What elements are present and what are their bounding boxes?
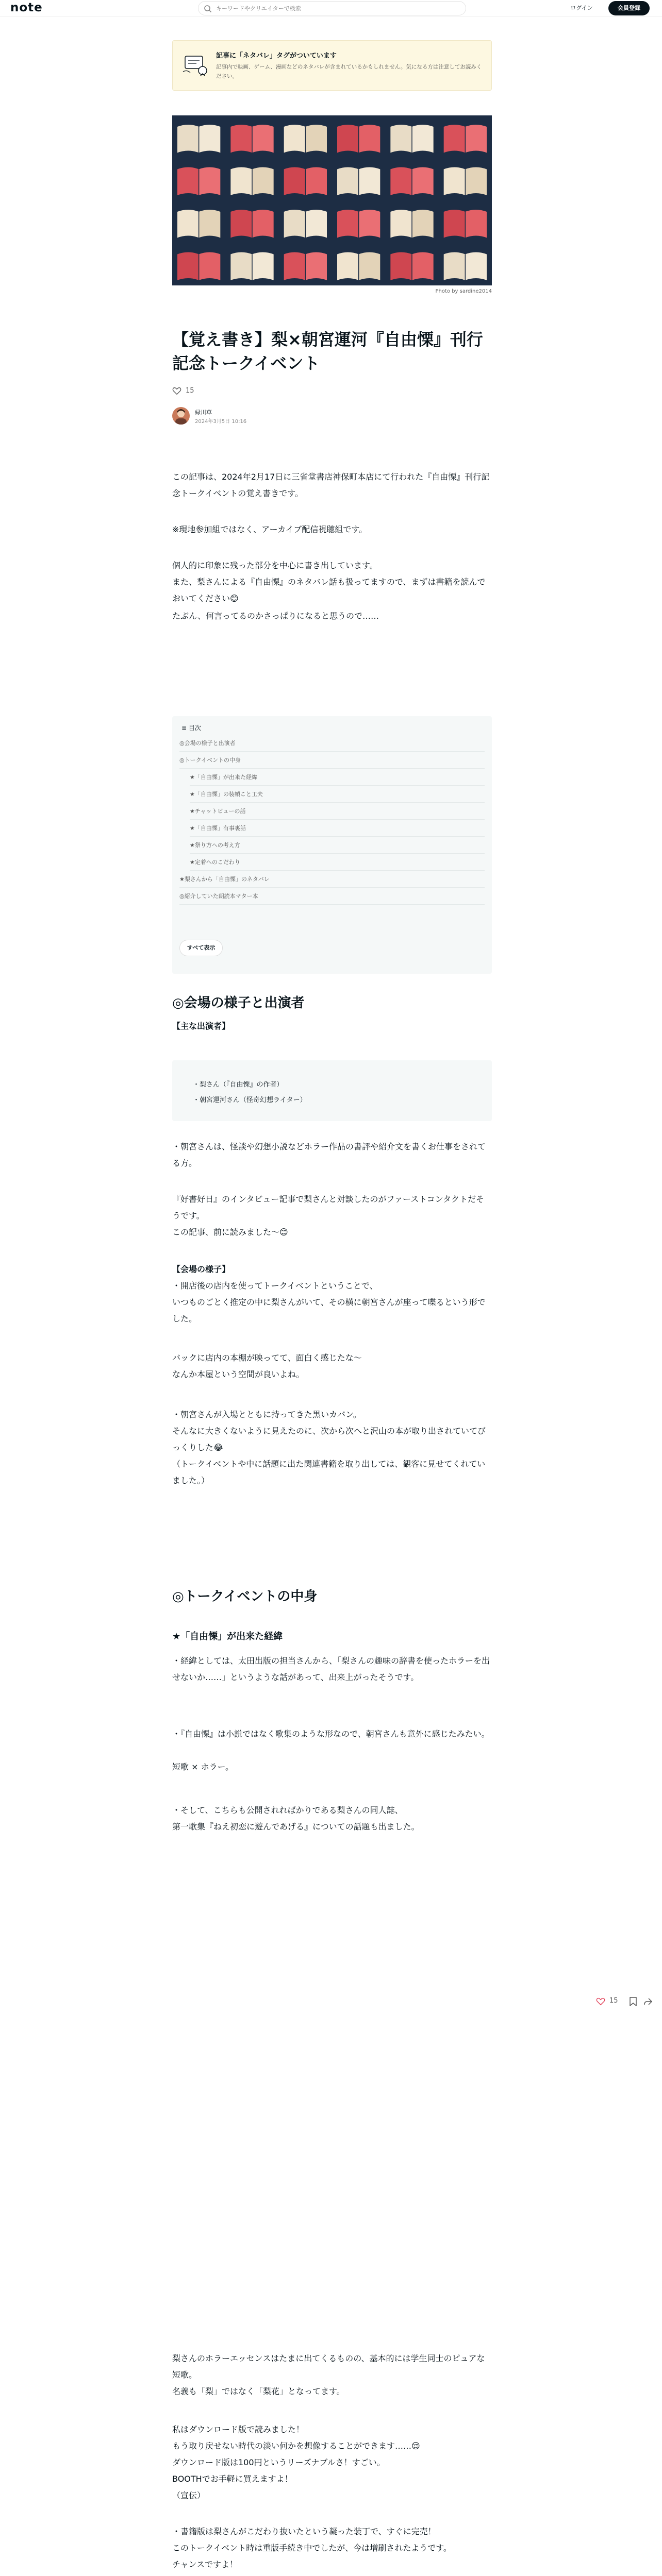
open-book-icon [284,252,327,281]
body-paragraph: （トークイベントや中に話題に出た関連書籍を取り出しては、観客に見せてくれていました。） [172,1459,486,1485]
open-book-icon [177,252,220,281]
heart-icon[interactable] [596,1997,605,2006]
search-icon [204,5,212,13]
open-book-icon [337,125,380,153]
body-paragraph: ・朝宮さんが入場とともに持ってきた黒いカバン。 [172,1410,361,1419]
open-book-icon [230,210,273,238]
body-paragraph: 第一歌集『ねえ初恋に遊んであげる』についての話題も出ました。 [172,1822,420,1832]
open-book-icon [444,210,487,238]
share-icon[interactable] [643,1997,653,2006]
photo-credit[interactable]: Photo by sardine2014 [435,289,492,294]
open-book-icon [390,210,433,238]
search-input[interactable] [216,3,458,13]
note-logo[interactable]: note [10,1,43,14]
body-paragraph: ・そして、こちらも公開されればかりである梨さんの同人誌、 [172,1805,403,1815]
body-paragraph: いつものごとく推定の中に梨さんがいて、その横に朝宮さんが座って喋るという形でした。 [172,1297,486,1324]
toc-item[interactable]: ★チャットビューの話 [190,803,485,820]
notice-title: 記事に「ネタバレ」タグがついています [216,52,337,60]
toc-item[interactable]: ★定着へのこだわり [190,854,485,871]
open-book-icon [337,252,380,281]
notice-illustration-icon [180,49,211,80]
open-book-icon [230,167,273,196]
body-paragraph: ダウンロード版は100円というリーズナブルさ！すごい。 [172,2458,385,2467]
open-book-icon [337,210,380,238]
cast-list [172,1060,492,1121]
signup-button[interactable]: 会員登録 [608,1,650,15]
intro-paragraph: ※現地参加組ではなく、アーカイブ配信視聴組です。 [172,524,368,534]
search-box[interactable] [198,1,466,15]
toc-item[interactable]: ★「自由慄」の装幀こと工夫 [190,786,485,803]
section-heading: ◎トークイベントの中身 [172,1589,318,1604]
body-paragraph: （宣伝） [172,2490,206,2500]
like-count: 15 [186,387,194,395]
toc-heading: ≡ 目次 [181,724,201,732]
body-paragraph: ・書籍版は梨さんがこだわり抜いたという凝った装丁で、すぐに完売！ [172,2527,436,2536]
body-paragraph: もう取り戻せない時代の淡い何かを想像することができます……😌 [172,2441,420,2451]
intro-paragraph: また、梨さんによる『自由慄』のネタバレ話も扱ってますので、まずは書籍を読んでおいてください😊 [172,577,486,603]
toc-item[interactable]: ◎紹介していた朗読本マター本 [179,888,485,905]
spoiler-notice [172,40,492,91]
login-button[interactable]: ログイン [570,5,593,11]
body-paragraph: 私はダウンロード版で読みました！ [172,2425,305,2434]
notice-text: 記事内で映画、ゲーム、漫画などのネタバレが含まれているかもしれません。気になる方は注意してお読みください。 [216,64,482,79]
heart-icon[interactable] [172,386,181,396]
open-book-icon [230,125,273,153]
body-paragraph: ・経緯としては、太田出版の担当さんから、「梨さんの趣味の辞書を使ったホラーを出せないか……」というような話があって、出来上がったそうです。 [172,1656,490,1682]
toc-show-all-button[interactable]: すべて表示 [179,940,223,956]
article-title: 【覚え書き】梨×朝宮運河『自由慄』刊行記念トークイベント [172,330,483,373]
open-book-icon [444,252,487,281]
open-book-icon [444,167,487,196]
body-paragraph: BOOTHでお手軽に買えますよ！ [172,2474,293,2484]
author-name[interactable]: 緑川草 [195,409,212,416]
open-book-icon [337,167,380,196]
open-book-icon [230,252,273,281]
open-books-pattern [172,115,492,285]
floating-actions [596,1996,658,2008]
open-book-icon [444,125,487,153]
body-paragraph: ・『自由慄』は小説ではなく歌集のような形なので、朝宮さんも意外に感じたみたい。 [172,1729,490,1739]
author-block[interactable] [172,407,327,428]
author-date: 2024年3月5日 10:16 [195,419,247,425]
cast-item: ・梨さん（『自由慄』の作者） [193,1081,284,1089]
body-paragraph: このトークイベント時は重版手続き中でしたが、今は増刷されたようです。 [172,2543,452,2553]
subheading: ★「自由慄」が出来た経緯 [172,1631,283,1642]
toc-item[interactable]: ◎会場の様子と出演者 [179,735,485,752]
hero-image [172,115,492,285]
body-paragraph: チャンスですよ！ [172,2560,238,2569]
open-book-icon [390,167,433,196]
toc-item[interactable]: ★「自由慄」が出来た経緯 [190,769,485,786]
body-paragraph[interactable]: 『好書好日』のインタビュー記事で梨さんと対談したのがファーストコンタクトだそうです。 [172,1194,484,1221]
top-bar [0,0,662,16]
body-paragraph: 短歌 × ホラー。 [172,1762,234,1772]
intro-paragraph: たぶん、何言ってるのかさっぱりになると思うので…… [172,611,379,621]
avatar[interactable] [172,407,190,425]
toc-item[interactable]: ★「自由慄」有事裏話 [190,820,485,837]
bookmark-icon[interactable] [629,1997,637,2006]
like-count: 15 [609,1997,618,2005]
cast-item: ・朝宮運河さん（怪奇幻想ライター） [193,1096,307,1104]
intro-paragraph: 個人的に印象に残った部分を中心に書き出しています。 [172,561,378,570]
body-paragraph: 名義も「梨」ではなく「梨花」となってます。 [172,2386,345,2396]
toc-item[interactable]: ◎トークイベントの中身 [179,752,485,769]
section-heading: ◎会場の様子と出演者 [172,995,305,1011]
subheading: 【主な出演者】 [172,1021,230,1031]
open-book-icon [177,125,220,153]
body-paragraph: ・朝宮さんは、怪談や幻想小説などホラー作品の書評や紹介文を書くお仕事をされてる方。 [172,1142,486,1168]
open-book-icon [390,125,433,153]
table-of-contents [172,716,492,974]
body-paragraph: 【会場の様子】 [172,1264,230,1274]
open-book-icon [284,210,327,238]
open-book-icon [284,167,327,196]
body-paragraph: そんなに大きくないように見えたのに、次から次へと沢山の本が取り出されていてびっくりした😂 [172,1426,486,1452]
toc-item[interactable]: ★梨さんから「自由慄」のネタバレ [179,871,485,888]
open-book-icon [177,210,220,238]
body-paragraph: この記事、前に読みました〜😊 [172,1227,288,1237]
toc-item[interactable]: ★祭り方への考え方 [190,837,485,854]
body-paragraph: バックに店内の本棚が映ってて、面白く感じたな〜 [172,1353,362,1363]
intro-paragraph: この記事は、2024年2月17日に三省堂書店神保町本店にて行われた『自由慄』刊行記念トークイベントの覚え書きです。 [172,472,490,498]
body-paragraph: 梨さんのホラーエッセンスはたまに出てくるものの、基本的には学生同士のピュアな短歌。 [172,2353,485,2380]
body-paragraph: ・開店後の店内を使ってトークイベントということで、 [172,1281,378,1291]
open-book-icon [390,252,433,281]
body-paragraph: なんか本屋という空間が良いよね。 [172,1369,305,1379]
open-book-icon [284,125,327,153]
open-book-icon [177,167,220,196]
